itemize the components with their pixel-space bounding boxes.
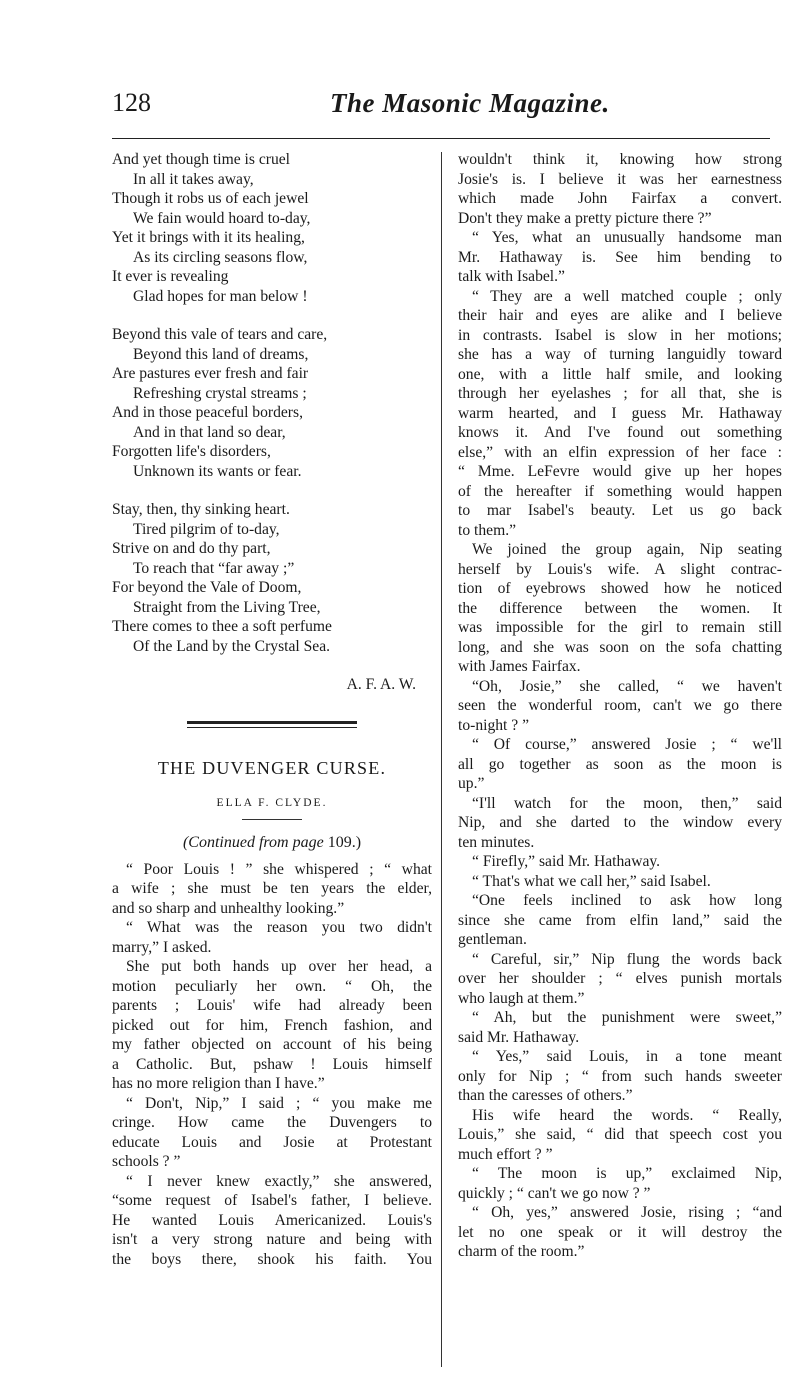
header-rule [112,138,770,139]
text-line: marry,” I asked. [112,938,212,956]
text-line: my father objected on account of his being [112,1036,432,1053]
text-line: she has a way of turning languidly toward [458,346,782,363]
poem-line: It ever is revealing [112,268,229,285]
left-column [112,150,432,1269]
text-line: “ They are a well matched couple ; only [472,287,782,305]
text-line: “ That's what we call her,” said Isabel. [472,872,711,890]
text-line: to mar Isabel's beauty. Let us go back [458,502,782,519]
text-line: He wanted Louis Americanized. Louis's [112,1211,432,1229]
poem-line: Unknown its wants or fear. [133,462,302,480]
text-line: gentleman. [458,931,527,948]
poem-line: Are pastures ever fresh and fair [112,365,309,382]
text-line: talk with Isabel.” [458,268,565,285]
text-line: “ Don't, Nip,” I said ; “ you make me [126,1094,432,1112]
left-body-text [112,860,432,1270]
text-line: which made John Fairfax a convert. [458,190,782,207]
text-line: tion of eyebrows showed how he noticed [458,580,782,597]
text-line: who laugh at them.” [458,989,585,1007]
text-line: a wife ; she must be ten years the elder, [112,880,432,897]
text-line: quickly ; “ can't we go now ? ” [458,1184,651,1202]
text-line: than the caresses of others.” [458,1087,633,1104]
text-line: of the hereafter if something would happen [458,482,782,500]
text-line: motion peculiarly her own. “ Oh, the [112,977,432,995]
text-line: “ Poor Louis ! ” she whispered ; “ what [126,860,432,878]
text-line: “ Of course,” answered Josie ; “ we'll [472,736,782,753]
text-line: in contrasts. Isabel is slow in her motions; [458,326,782,344]
text-line: knows it. And I've found out something [458,424,782,441]
text-line: “One feels inclined to ask how long [472,892,782,909]
text-line: else,” with an elfin expression of her face : [458,443,782,461]
text-line: Nip, and she darted to the window every [458,814,782,831]
author-rule [242,819,302,820]
text-line: with James Fairfax. [458,658,581,675]
text-line: “some request of Isabel's father, I believe. [112,1192,432,1209]
poem-line: Stay, then, thy sinking heart. [112,501,290,518]
text-line: “I'll watch for the moon, then,” said [472,794,782,812]
text-line: “ Oh, yes,” answered Josie, rising ; “and [472,1204,782,1221]
text-line: “ Mme. LeFevre would give up her hopes [458,463,782,480]
text-line: She put both hands up over her head, a [126,958,432,975]
text-line: schools ? ” [112,1153,181,1170]
poem-line: In all it takes away, [133,170,254,188]
text-line: picked out for him, French fashion, and [112,1016,432,1034]
article-author: ELLA F. CLYDE. [216,796,328,809]
text-line: since she came from elfin land,” said the [458,911,782,929]
text-line: “ I never knew exactly,” she answered, [126,1172,432,1190]
poem-line: Straight from the Living Tree, [133,598,321,616]
text-line: Mr. Hathaway is. See him bending to [458,248,782,266]
text-line: “ Careful, sir,” Nip flung the words back [472,950,782,968]
text-line: “ The moon is up,” exclaimed Nip, [472,1165,782,1182]
text-line: Josie's is. I believe it was her earnestness [458,170,782,188]
poem-line: Of the Land by the Crystal Sea. [133,637,331,655]
text-line: much effort ? ” [458,1145,553,1163]
text-line: one, with a little half smile, and looking [458,365,782,383]
poem-stanza [112,500,432,656]
text-line: parents ; Louis' wife had already been [112,997,432,1014]
poem-line: To reach that “far away ;” [133,559,295,577]
section-ornament-rule [187,721,357,728]
text-line: to them.” [458,521,517,539]
poem-line: There comes to thee a soft perfume [112,618,332,635]
page-number: 128 [112,88,151,117]
poem-line: We fain would hoard to-day, [133,209,311,227]
text-line: their hair and eyes are alike and I believe [458,307,782,324]
poem-line: For beyond the Vale of Doom, [112,579,302,596]
text-line: let no one speak or it will destroy the [458,1223,782,1241]
column-divider [441,152,442,1367]
poem-line: Though it robs us of each jewel [112,190,309,207]
text-line: said Mr. Hathaway. [458,1028,580,1046]
running-title: The Masonic Magazine. [330,88,610,118]
poem [112,150,432,656]
poem-line: And yet though time is cruel [112,151,290,168]
text-line: the difference between the women. It [458,599,782,617]
poem-line: As its circling seasons flow, [133,248,308,266]
text-line: herself by Louis's wife. A slight contrac- [458,560,782,578]
text-line: His wife heard the words. “ Really, [472,1106,782,1124]
article-title: THE DUVENGER CURSE. [157,757,387,778]
text-line: seen the wonderful room, can't we go there [458,697,782,714]
text-line: has no more religion than I have.” [112,1075,325,1092]
text-line: to-night ? ” [458,716,530,734]
text-line: warm hearted, and I guess Mr. Hathaway [458,404,782,422]
right-column [458,150,782,1262]
poem-line: Refreshing crystal streams ; [133,384,307,402]
text-line: ten minutes. [458,833,535,851]
text-line: a Catholic. But, pshaw ! Louis himself [112,1055,432,1073]
text-line: the boys there, shook his faith. You [112,1250,432,1268]
poem-line: Forgotten life's disorders, [112,443,271,460]
continued-note [112,834,432,852]
text-line: was impossible for the girl to remain still [458,619,782,636]
poem-signature: A. F. A. W. [346,676,416,693]
text-line: cringe. How came the Duvengers to [112,1114,432,1131]
text-line: “ Yes, what an unusually handsome man [472,229,782,246]
text-line: We joined the group again, Nip seating [472,541,782,558]
text-line: isn't a very strong nature and being with [112,1231,432,1248]
poem-line: And in those peaceful borders, [112,404,303,421]
text-line: all go together as soon as the moon is [458,755,782,773]
poem-line: Yet it brings with it its healing, [112,229,305,246]
poem-line: Beyond this vale of tears and care, [112,326,328,343]
poem-line: And in that land so dear, [133,423,286,441]
text-line: long, and she was soon on the sofa chatting [458,638,782,656]
text-line: and so sharp and unhealthy looking.” [112,899,345,917]
continued-prefix: (Continued from page [182,833,328,851]
text-line: “ Ah, but the punishment were sweet,” [472,1009,782,1026]
poem-line: Glad hopes for man below ! [133,287,308,305]
text-line: “ Yes,” said Louis, in a tone meant [472,1048,782,1065]
text-line: only for Nip ; “ from such hands sweeter [458,1067,782,1085]
text-line: educate Louis and Josie at Protestant [112,1133,432,1151]
continued-page: 109.) [327,833,362,851]
text-line: “ What was the reason you two didn't [126,919,432,936]
text-line: charm of the room.” [458,1243,585,1260]
text-line: over her shoulder ; “ elves punish mortals [458,970,782,987]
text-line: Don't they make a pretty picture there ?” [458,209,712,227]
text-line: wouldn't think it, knowing how strong [458,151,782,168]
text-line: Louis,” she said, “ did that speech cost you [458,1126,782,1143]
text-line: through her eyelashes ; for all that, she is [458,385,782,402]
right-body-text [458,150,782,1262]
poem-line: Beyond this land of dreams, [133,345,309,363]
poem-stanza [112,325,432,481]
poem-stanza [112,150,432,306]
text-line: “ Firefly,” said Mr. Hathaway. [472,853,661,870]
text-line: “Oh, Josie,” she called, “ we haven't [472,677,782,695]
text-line: up.” [458,775,485,792]
poem-line: Strive on and do thy part, [112,540,271,557]
poem-line: Tired pilgrim of to-day, [133,520,280,538]
